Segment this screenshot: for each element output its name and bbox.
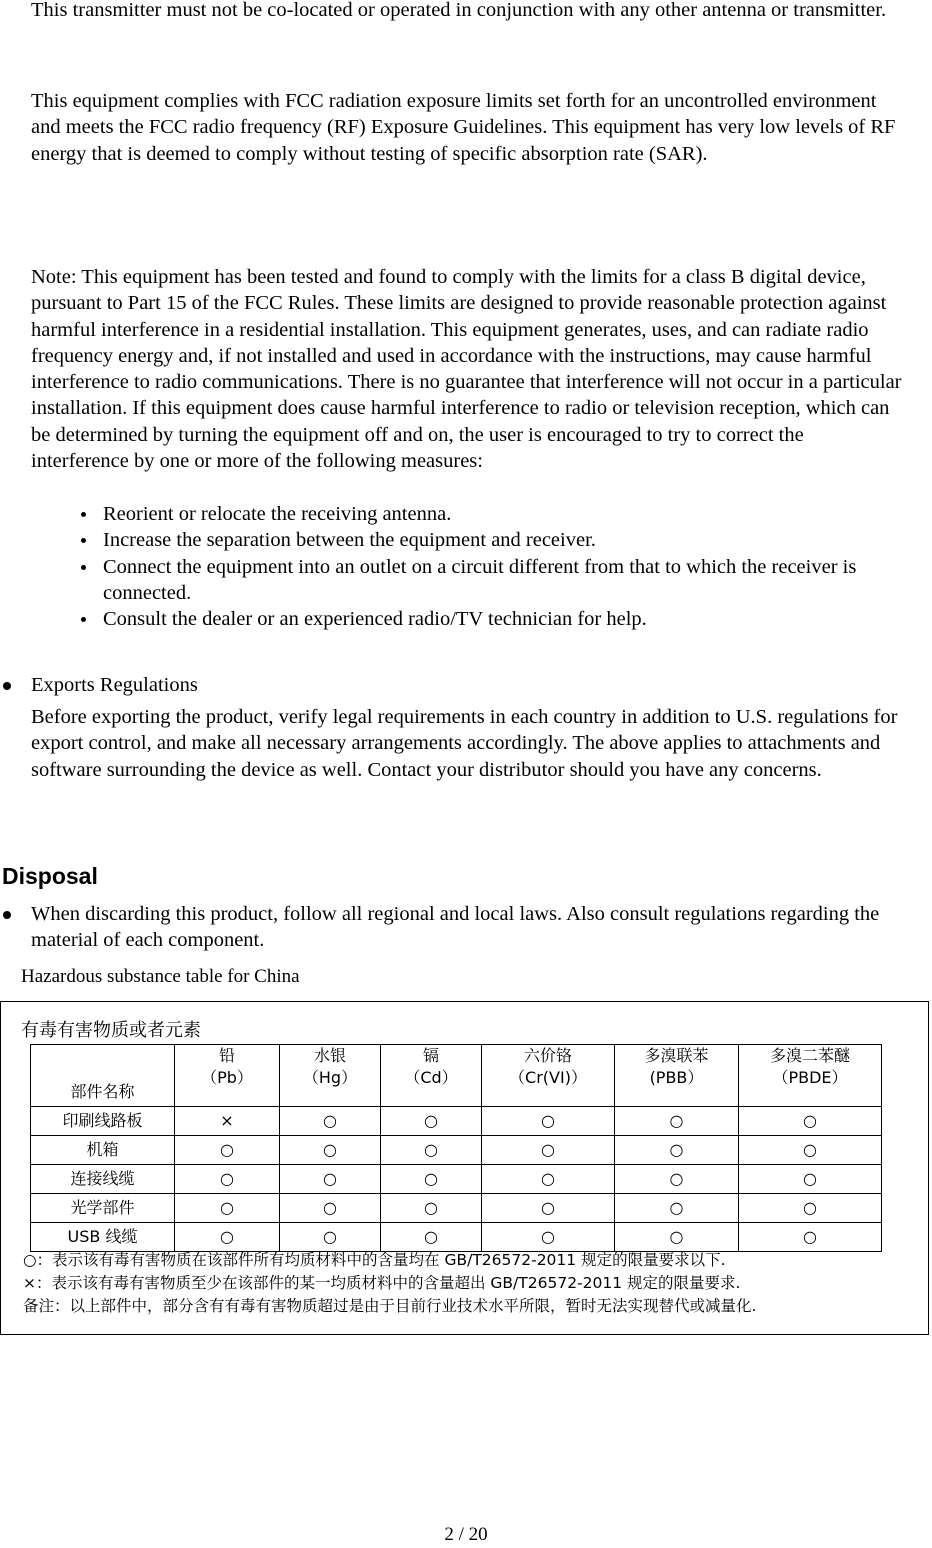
column-header: 六价铬 （Cr(VI)） [482,1045,615,1107]
list-item: Connect the equipment into an outlet on a circuit different from that to which the receiver is connected. [78,554,878,607]
hazard-table-title: 有毒有害物质或者元素 [21,1020,201,1041]
mark-cell: ○ [615,1194,739,1223]
list-item: Reorient or relocate the receiving antenna. [78,501,878,527]
bullet-icon [81,565,86,570]
mark-cell: ○ [381,1136,482,1165]
mark-cell: ○ [280,1136,381,1165]
part-name-cell: 光学部件 [31,1194,175,1223]
bullet-icon [81,617,86,622]
mark-cell: ○ [381,1165,482,1194]
part-name-cell: USB 线缆 [31,1223,175,1252]
mark-cell: ○ [381,1107,482,1136]
mark-cell: ○ [615,1223,739,1252]
mark-cell: ○ [381,1194,482,1223]
mark-cell: ○ [175,1223,280,1252]
column-header: 铅 （Pb） [175,1045,280,1107]
note-line: ○：表示该有毒有害物质在该部件所有均质材料中的含量均在 GB/T26572-2011 规定的限量要求以下. [23,1251,726,1269]
hazard-table-caption: Hazardous substance table for China [21,966,300,987]
mark-cell: ○ [280,1194,381,1223]
bullet-icon [81,512,86,517]
mark-cell: × [175,1107,280,1136]
bullet-icon [3,682,11,690]
mark-cell: ○ [175,1165,280,1194]
part-name-cell: 连接线缆 [31,1165,175,1194]
column-header: 多溴联苯 (PBB） [615,1045,739,1107]
part-name-cell: 机箱 [31,1136,175,1165]
exposure-notice: This equipment complies with FCC radiation exposure limits set forth for an uncontrolled environment and meets the FCC radio frequency (RF) Exposure Guidelines. This equipment has very low levels of RF energy that is deemed to comply without testing of specific absorption rate (SAR). [31,90,896,165]
mark-cell: ○ [739,1223,882,1252]
mark-cell: ○ [615,1107,739,1136]
disposal-body: When discarding this product, follow all regional and local laws. Also consult regulations regarding the material of each component. [31,903,880,952]
column-header-part: 部件名称 [31,1045,175,1107]
note-line: 备注：以上部件中，部分含有有毒有害物质超过是由于目前行业技术水平所限，暂时无法实现替代或减量化. [23,1297,757,1315]
list-item: Increase the separation between the equipment and receiver. [78,527,878,553]
mark-cell: ○ [739,1136,882,1165]
mark-cell: ○ [280,1107,381,1136]
mark-cell: ○ [280,1165,381,1194]
hazard-substance-table [30,1044,882,1252]
list-item: Consult the dealer or an experienced radio/TV technician for help. [78,606,878,632]
mark-cell: ○ [482,1194,615,1223]
table-row [31,1223,882,1252]
mark-cell: ○ [739,1194,882,1223]
exports-body: Before exporting the product, verify legal requirements in each country in addition to U.S. regulations for export control, and make all necessary arrangements accordingly. The above applies to attachments and software surrounding the device as well. Contact your distributor should you have any concerns. [31,706,898,781]
mark-cell: ○ [482,1165,615,1194]
column-header: 水银 （Hg） [280,1045,381,1107]
hazard-substance-box [0,1001,929,1335]
hazard-table-notes [23,1249,756,1318]
transmitter-notice: This transmitter must not be co-located or operated in conjunction with any other antenna or transmitter. [31,0,887,21]
bullet-icon [81,538,86,543]
table-row [31,1107,882,1136]
mark-cell: ○ [280,1223,381,1252]
table-header-row [31,1045,882,1107]
mark-cell: ○ [739,1107,882,1136]
table-row [31,1194,882,1223]
note-line: ×：表示该有毒有害物质至少在该部件的某一均质材料中的含量超出 GB/T26572-2011 规定的限量要求. [23,1274,741,1292]
mark-cell: ○ [381,1223,482,1252]
interference-measures-list [78,501,878,632]
part-name-cell: 印刷线路板 [31,1107,175,1136]
mark-cell: ○ [175,1194,280,1223]
disposal-heading: Disposal [2,863,98,889]
bullet-icon [3,911,11,919]
mark-cell: ○ [482,1107,615,1136]
column-header: 镉 （Cd） [381,1045,482,1107]
mark-cell: ○ [482,1223,615,1252]
mark-cell: ○ [482,1136,615,1165]
exports-title: Exports Regulations [31,674,198,696]
mark-cell: ○ [615,1136,739,1165]
class-b-note: Note: This equipment has been tested and found to comply with the limits for a class B digital device, pursuant to Part 15 of the FCC Rules. These limits are designed to provide reasonable protection against harmful interference in a residential installation. This equipment generates, uses, and can radiate radio frequency energy and, if not installed and used in accordance with the instructions, may cause harmful interference to radio communications. There is no guarantee that interference will not occur in a particular installation. If this equipment does cause harmful interference to radio or television reception, which can be determined by turning the equipment off and on, the user is encouraged to try to correct the interference by one or more of the following measures: [31,266,902,473]
column-header: 多溴二苯醚 （PBDE） [739,1045,882,1107]
table-row [31,1136,882,1165]
table-row [31,1165,882,1194]
mark-cell: ○ [739,1165,882,1194]
mark-cell: ○ [175,1136,280,1165]
page-number: 2 / 20 [444,1524,488,1545]
mark-cell: ○ [615,1165,739,1194]
